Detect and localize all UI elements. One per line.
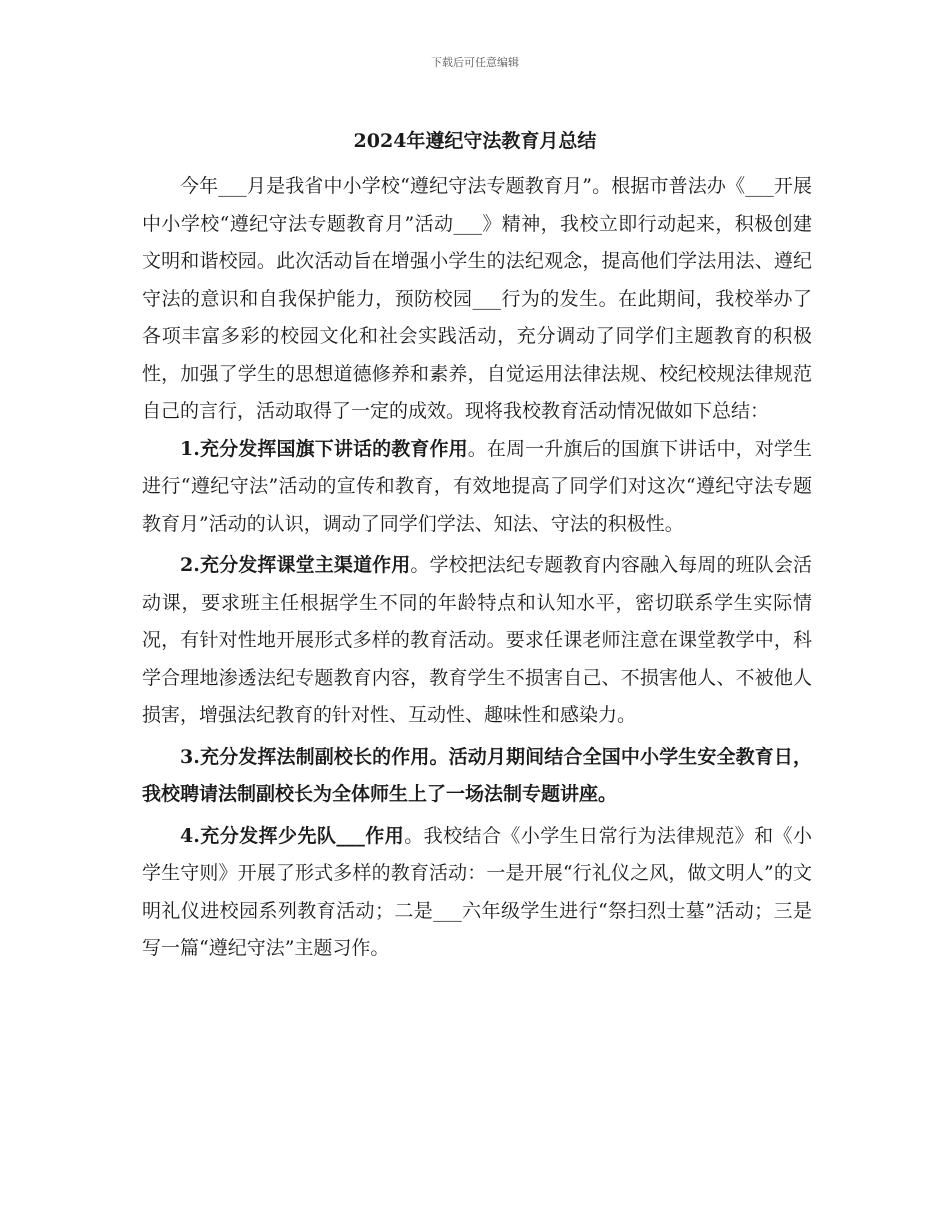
document-title: 2024年遵纪守法教育月总结 <box>353 130 597 152</box>
document-body <box>142 168 812 972</box>
section-4-paragraph <box>142 818 812 968</box>
section-3-paragraph <box>142 739 812 814</box>
intro-paragraph: 今年___月是我省中小学校“遵纪守法专题教育月”。根据市普法办《___开展中小学校“遵纪守法专题教育月”活动___》精神，我校立即行动起来，积极创建文明和谐校园。此次活动旨在增强小学生的法纪观念，提高他们学法用法、遵纪守法的意识和自我保护能力，预防校园___行为的发生。在此期间，我校举办了各项丰富多彩的校园文化和社会实践活动，充分调动了同学们主题教育的积极性，加强了学生的思想道德修养和素养，自觉运用法律法规、校纪校规法律规范自己的言行，活动取得了一定的成效。现将我校教育活动情况做如下总结： <box>142 175 812 422</box>
section-4-heading: 4.充分发挥少先队___作用 <box>180 824 405 847</box>
section-4-body: 。我校结合《小学生日常行为法律规范》和《小学生守则》开展了形式多样的教育活动：一是开展“行礼仪之风，做文明人”的文明礼仪进校园系列教育活动；二是___六年级学生进行“祭扫烈士墓”活动；三是写一篇“遵纪守法”主题习作。 <box>142 824 812 959</box>
section-2-heading: 2.充分发挥课堂主渠道作用 <box>180 554 411 576</box>
section-1-paragraph <box>142 431 812 544</box>
section-2-paragraph <box>142 547 812 735</box>
section-3-heading: 3.充分发挥法制副校长的作用。活动月期间结合全国中小学生安全教育日，我校聘请法制副校长为全体师生上了一场法制专题讲座。 <box>142 745 812 805</box>
section-2-body: 。学校把法纪专题教育内容融入每周的班队会活动课，要求班主任根据学生不同的年龄特点和认知水平，密切联系学生实际情况，有针对性地开展形式多样的教育活动。要求任课老师注意在课堂教学中，科学合理地渗透法纪专题教育内容，教育学生不损害自己、不损害他人、不被他人损害，增强法纪教育的针对性、互动性、趣味性和感染力。 <box>142 554 812 726</box>
section-1-body: 。在周一升旗后的国旗下讲话中，对学生进行“遵纪守法”活动的宣传和教育，有效地提高了同学们对这次“遵纪守法专题教育月”活动的认识，调动了同学们学法、知法、守法的积极性。 <box>142 437 812 535</box>
section-1-heading: 1.充分发挥国旗下讲话的教育作用 <box>180 437 468 460</box>
header-note: 下载后可任意编辑 <box>431 56 519 69</box>
